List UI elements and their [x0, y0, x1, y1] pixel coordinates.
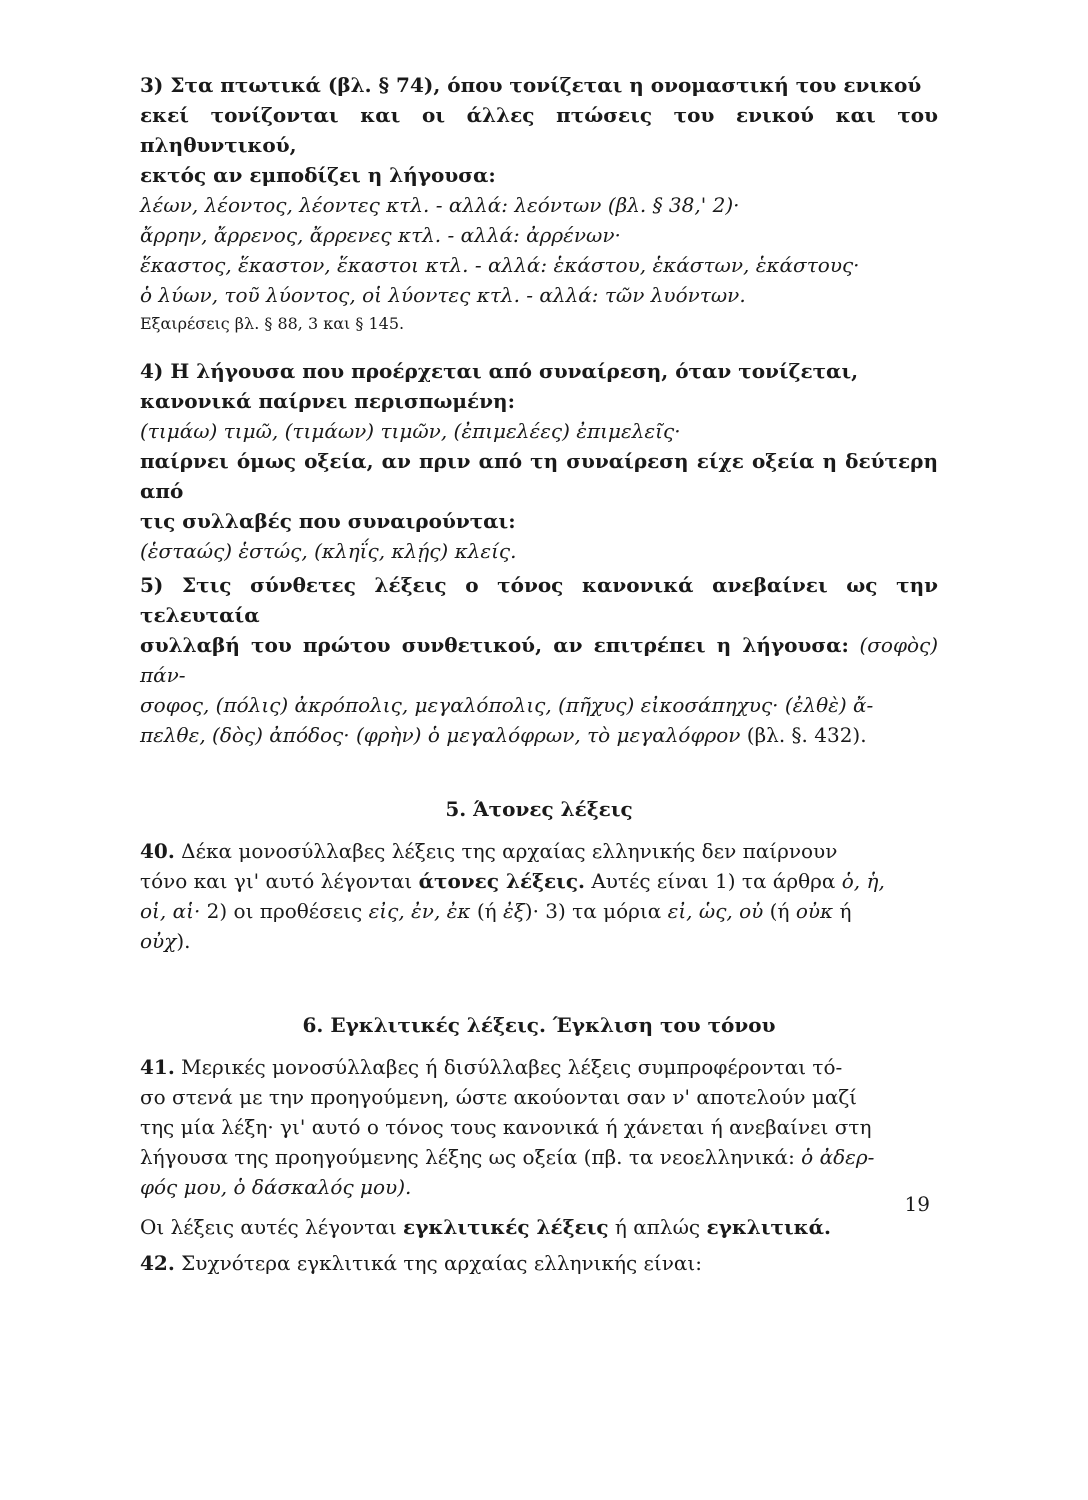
p40-text-3e: ἐξ	[503, 899, 525, 923]
sec5-line-1: 5) Στις σύνθετες λέξεις ο τόνος κανονικά ανεβαίνει ως την τελευταία	[140, 573, 938, 627]
spacer	[140, 1202, 938, 1212]
spacer	[140, 824, 938, 836]
p40-text-4b: ).	[176, 929, 191, 953]
p41b-text-3: ή απλώς	[608, 1215, 707, 1239]
p40-text-1: Δέκα μονοσύλλαβες λέξεις της αρχαίας ελληνικής δεν παίρνουν	[174, 839, 838, 863]
sec3-example-1: λέων, λέοντος, λέοντες κτλ. - αλλά: λεόντων (βλ. § 38,' 2)·	[140, 193, 740, 217]
heading-egklitikes-lexeis: 6. Εγκλιτικές λέξεις. Έγκλιση του τόνου	[302, 1013, 776, 1037]
sec5-line-2-italic: (σοφὸς) πάν-	[140, 633, 938, 687]
sec5-line-2-bold: συλλαβή του πρώτου συνθετικού, αν επιτρέπει η λήγουσα:	[140, 633, 849, 657]
sec3-line-1: 3) Στα πτωτικά (βλ. § 74), όπου τονίζεται η ονομαστική του ενικού	[140, 73, 922, 97]
spacer	[140, 956, 938, 1010]
p40-line-4	[140, 926, 938, 956]
sec3-example-3: ἕκαστος, ἕκαστον, ἕκαστοι κτλ. - αλλά: ἑκάστου, ἑκάστων, ἑκάστους·	[140, 253, 860, 277]
paragraph-41	[140, 1052, 938, 1202]
p40-text-3f: )· 3) τα μόρια	[524, 899, 668, 923]
sec4-line-1: 4) Η λήγουσα που προέρχεται από συναίρεση, όταν τονίζεται,	[140, 359, 859, 383]
p40-line-2	[140, 866, 938, 896]
p40-term-atones: άτονες λέξεις.	[418, 869, 585, 893]
p41b-text-1: Οι λέξεις αυτές λέγονται	[140, 1215, 404, 1239]
spacer	[140, 1040, 938, 1052]
p40-text-2d: ὁ, ἡ,	[841, 869, 885, 893]
p40-text-2c: Αυτές είναι 1) τα άρθρα	[584, 869, 842, 893]
p41-text-4a: λήγουσα της προηγούμενης λέξης ως οξεία (πβ. τα νεοελληνικά:	[140, 1145, 802, 1169]
section-4	[140, 356, 938, 566]
sec5-line-4-italic: πελθε, (δὸς) ἀπόδος· (φρὴν) ὁ μεγαλόφρων, τὸ μεγαλόφρον	[140, 723, 741, 747]
p40-text-3j: ή	[833, 899, 852, 923]
p40-text-3a: οἱ, αἱ·	[140, 899, 201, 923]
p40-text-3i: οὐκ	[795, 899, 834, 923]
section-5	[140, 570, 938, 750]
sec4-example-2: (ἑσταώς) ἑστώς, (κληΐς, κλῄς) κλείς.	[140, 539, 517, 563]
sec4-line-2: κανονικά παίρνει περισπωμένη:	[140, 389, 515, 413]
sec3-example-2: ἄρρην, ἄρρενος, ἄρρενες κτλ. - αλλά: ἀρρένων·	[140, 223, 621, 247]
heading-atones-lexeis: 5. Άτονες λέξεις	[445, 797, 633, 821]
p40-text-3g: εἰ, ὡς, οὐ	[667, 899, 764, 923]
page-number: 19	[904, 1192, 930, 1216]
sec3-line-2: εκεί τονίζονται και οι άλλες πτώσεις του ενικού και του πληθυντικού,	[140, 103, 938, 157]
p42-line	[140, 1248, 938, 1278]
p41-number: 41.	[140, 1055, 175, 1079]
p40-text-2a: τόνο και γι' αυτό λέγονται	[140, 869, 419, 893]
p41-line-4	[140, 1142, 938, 1172]
p40-text-3h: (ή	[763, 899, 796, 923]
p41-line-3: της μία λέξη· γι' αυτό ο τόνος τους κανονικά ή χάνεται ή ανεβαίνει στη	[140, 1115, 872, 1139]
p41-line-1	[140, 1052, 938, 1082]
paragraph-40	[140, 836, 938, 956]
p40-text-3b: 2) οι προθέσεις	[200, 899, 369, 923]
p40-text-4a: οὐχ	[140, 929, 177, 953]
sec3-line-3: εκτός αν εμποδίζει η λήγουσα:	[140, 163, 496, 187]
sec3-note: Εξαιρέσεις βλ. § 88, 3 και § 145.	[140, 314, 405, 333]
sec5-line-3: σοφος, (πόλις) ἀκρόπολις, μεγαλόπολις, (πῆχυς) εἰκοσάπηχυς· (ἐλθὲ) ἄ-	[140, 693, 874, 717]
p40-text-3d: (ή	[470, 899, 504, 923]
spacer	[140, 338, 938, 356]
p41-text-1: Μερικές μονοσύλλαβες ή δισύλλαβες λέξεις συμπροφέρονται τό-	[174, 1055, 843, 1079]
spacer	[140, 750, 938, 794]
sec4-line-3: παίρνει όμως οξεία, αν πριν από τη συναίρεση είχε οξεία η δεύτερη από	[140, 449, 938, 503]
p41b-line	[140, 1212, 938, 1242]
p41b-term-2: εγκλιτικά.	[706, 1215, 831, 1239]
sec3-example-4: ὁ λύων, τοῦ λύοντος, οἱ λύοντες κτλ. - αλλά: τῶν λυόντων.	[140, 283, 746, 307]
sec5-line-2	[140, 630, 938, 690]
p41-text-4b: ὁ ἀδερ-	[801, 1145, 875, 1169]
p42-text-1: Συχνότερα εγκλιτικά της αρχαίας ελληνικής είναι:	[174, 1251, 703, 1275]
sec5-line-4-ref: (βλ. §. 432).	[740, 723, 867, 747]
p41-line-2: σο στενά με την προηγούμενη, ώστε ακούονται σαν ν' αποτελούν μαζί	[140, 1085, 858, 1109]
p42-number: 42.	[140, 1251, 175, 1275]
p41b-term-1: εγκλιτικές λέξεις	[403, 1215, 609, 1239]
p40-line-3	[140, 896, 938, 926]
sec4-line-4: τις συλλαβές που συναιρούνται:	[140, 509, 516, 533]
p41-line-5: φός μου, ὁ δάσκαλός μου).	[140, 1175, 412, 1199]
section-3	[140, 70, 938, 338]
p40-line-1	[140, 836, 938, 866]
sec5-line-4	[140, 720, 938, 750]
sec4-example-1: (τιμάω) τιμῶ, (τιμάων) τιμῶν, (ἐπιμελέες) ἐπιμελεῖς·	[140, 419, 681, 443]
p40-number: 40.	[140, 839, 175, 863]
p40-text-3c: εἰς, ἐν, ἐκ	[368, 899, 471, 923]
